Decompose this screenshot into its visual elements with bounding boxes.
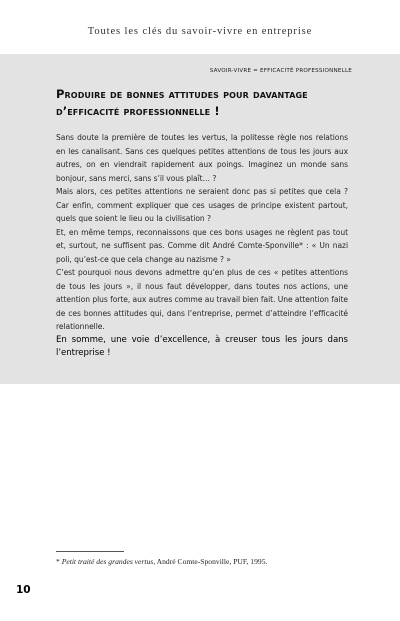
- body-text: [56, 131, 348, 361]
- footnote-marker: *: [56, 557, 60, 566]
- section-breadcrumb: SAVOIR-VIVRE = EFFICACITÉ PROFESSIONNELLE: [209, 68, 352, 74]
- footnote-book-title: Petit traité des grandes vertus: [61, 557, 154, 566]
- paragraph: C’est pourquoi nous devons admettre qu’en plus de ces « petites attentions de tous les jours », il nous faut développer, dans toutes nos actions, une attention plus forte, aux autres comme au travail bien fait. Une attention faite de ces bonnes attitudes qui, dans l’entreprise, permet d’atteindre l’efficacité relationnelle.: [56, 268, 348, 331]
- footnote-citation: , André Comte-Sponville, PUF, 1995.: [153, 557, 268, 566]
- footnote: [56, 557, 346, 566]
- paragraph: Sans doute la première de toutes les vertus, la politesse règle nos relations en les canalisant. Sans ces quelques petites attentions de tous les jours aux autres, on en viendrait rapidement aux poings. Imaginez un monde sans bonjour, sans merci, sans s’il vous plaît… ?: [56, 133, 348, 183]
- page-number: 10: [16, 584, 31, 596]
- paragraph: Mais alors, ces petites attentions ne seraient donc pas si petites que cela ? Car enfin, comment expliquer que ces usages de principe existent partout, quels que soient le lieu ou la civilisation ?: [56, 187, 348, 223]
- conclusion: En somme, une voie d’excellence, à creuser tous les jours dans l’entreprise !: [56, 334, 348, 359]
- paragraph: Et, en même temps, reconnaissons que ces bons usages ne règlent pas tout et, surtout, ne suffisent pas. Comme dit André Comte-Sponville* : « Un nazi poli, qu’est-ce que cela change au nazisme ? »: [56, 227, 348, 264]
- section-title: Produire de bonnes attitudes pour davantage d’efficacité professionnelle !: [56, 87, 308, 118]
- running-header: Toutes les clés du savoir-vivre en entreprise: [87, 26, 313, 37]
- footnote-rule: [56, 551, 124, 552]
